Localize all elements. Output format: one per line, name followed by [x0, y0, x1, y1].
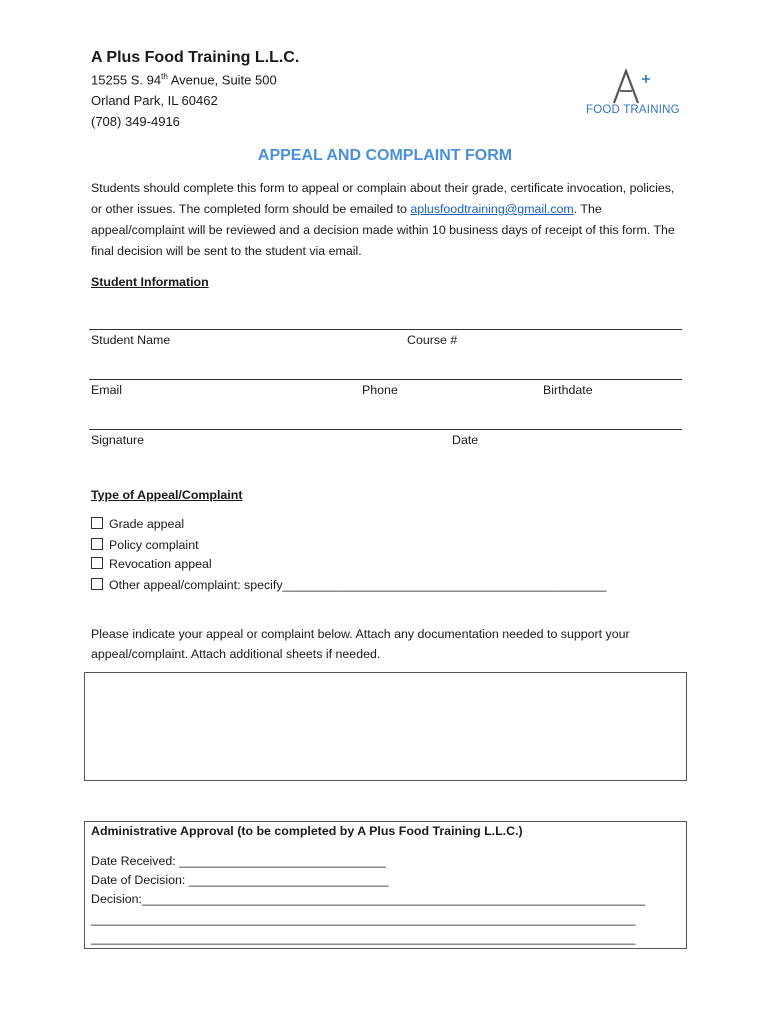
course-label: Course #	[407, 333, 458, 347]
company-name: A Plus Food Training L.L.C.	[91, 49, 300, 66]
student-name-line[interactable]	[89, 329, 682, 330]
student-name-label: Student Name	[91, 333, 171, 347]
other-appeal-option[interactable]: Other appeal/complaint: specify_______________________________________________	[91, 578, 606, 592]
policy-complaint-checkbox[interactable]	[91, 538, 103, 550]
appeal-description-box[interactable]	[84, 672, 687, 781]
decision-line-2[interactable]: _______________________________________________________________________________	[91, 931, 636, 945]
instructions-paragraph: Please indicate your appeal or complaint below. Attach any documentation needed to support your appeal/complaint. Attach additional sheets if needed.	[91, 627, 630, 661]
company-phone: (708) 349-4916	[91, 114, 180, 129]
birthdate-label: Birthdate	[543, 383, 593, 397]
date-received-field[interactable]: Date Received: ______________________________	[91, 854, 386, 868]
decision-field[interactable]: Decision:_________________________________________________________________________	[91, 892, 646, 906]
date-of-decision-field[interactable]: Date of Decision: _____________________________	[91, 873, 389, 887]
signature-line[interactable]	[89, 429, 682, 430]
revocation-appeal-checkbox[interactable]	[91, 557, 103, 569]
decision-line-1[interactable]: _______________________________________________________________________________	[91, 912, 636, 926]
intro-paragraph: Students should complete this form to appeal or complain about their grade, certificate invocation, policies, or other issues. The completed form should be emailed to aplusfoodtraining@gmail.com. The appeal/complaint will be reviewed and a decision made within 10 business days of receipt of this form. The final decision will be sent to the student via email.	[91, 181, 675, 258]
phone-label: Phone	[362, 383, 398, 397]
company-address-line1: 15255 S. 94th Avenue, Suite 500	[91, 72, 277, 88]
logo-text: FOOD TRAINING	[586, 104, 680, 116]
email-line[interactable]	[89, 379, 682, 380]
other-appeal-checkbox[interactable]	[91, 578, 103, 590]
email-link[interactable]: aplusfoodtraining@gmail.com	[410, 202, 574, 216]
revocation-appeal-option[interactable]: Revocation appeal	[91, 557, 212, 571]
admin-approval-title: Administrative Approval (to be completed by A Plus Food Training L.L.C.)	[91, 824, 523, 838]
logo-a-icon	[584, 67, 684, 107]
policy-complaint-option[interactable]: Policy complaint	[91, 538, 199, 552]
grade-appeal-checkbox[interactable]	[91, 517, 103, 529]
form-title: APPEAL AND COMPLAINT FORM	[257, 147, 513, 164]
appeal-type-heading: Type of Appeal/Complaint	[91, 488, 243, 502]
email-label: Email	[91, 383, 122, 397]
company-address-line2: Orland Park, IL 60462	[91, 93, 218, 108]
date-label: Date	[452, 433, 479, 447]
signature-label: Signature	[91, 433, 145, 447]
student-info-heading: Student Information	[91, 275, 209, 289]
grade-appeal-option[interactable]: Grade appeal	[91, 517, 184, 531]
